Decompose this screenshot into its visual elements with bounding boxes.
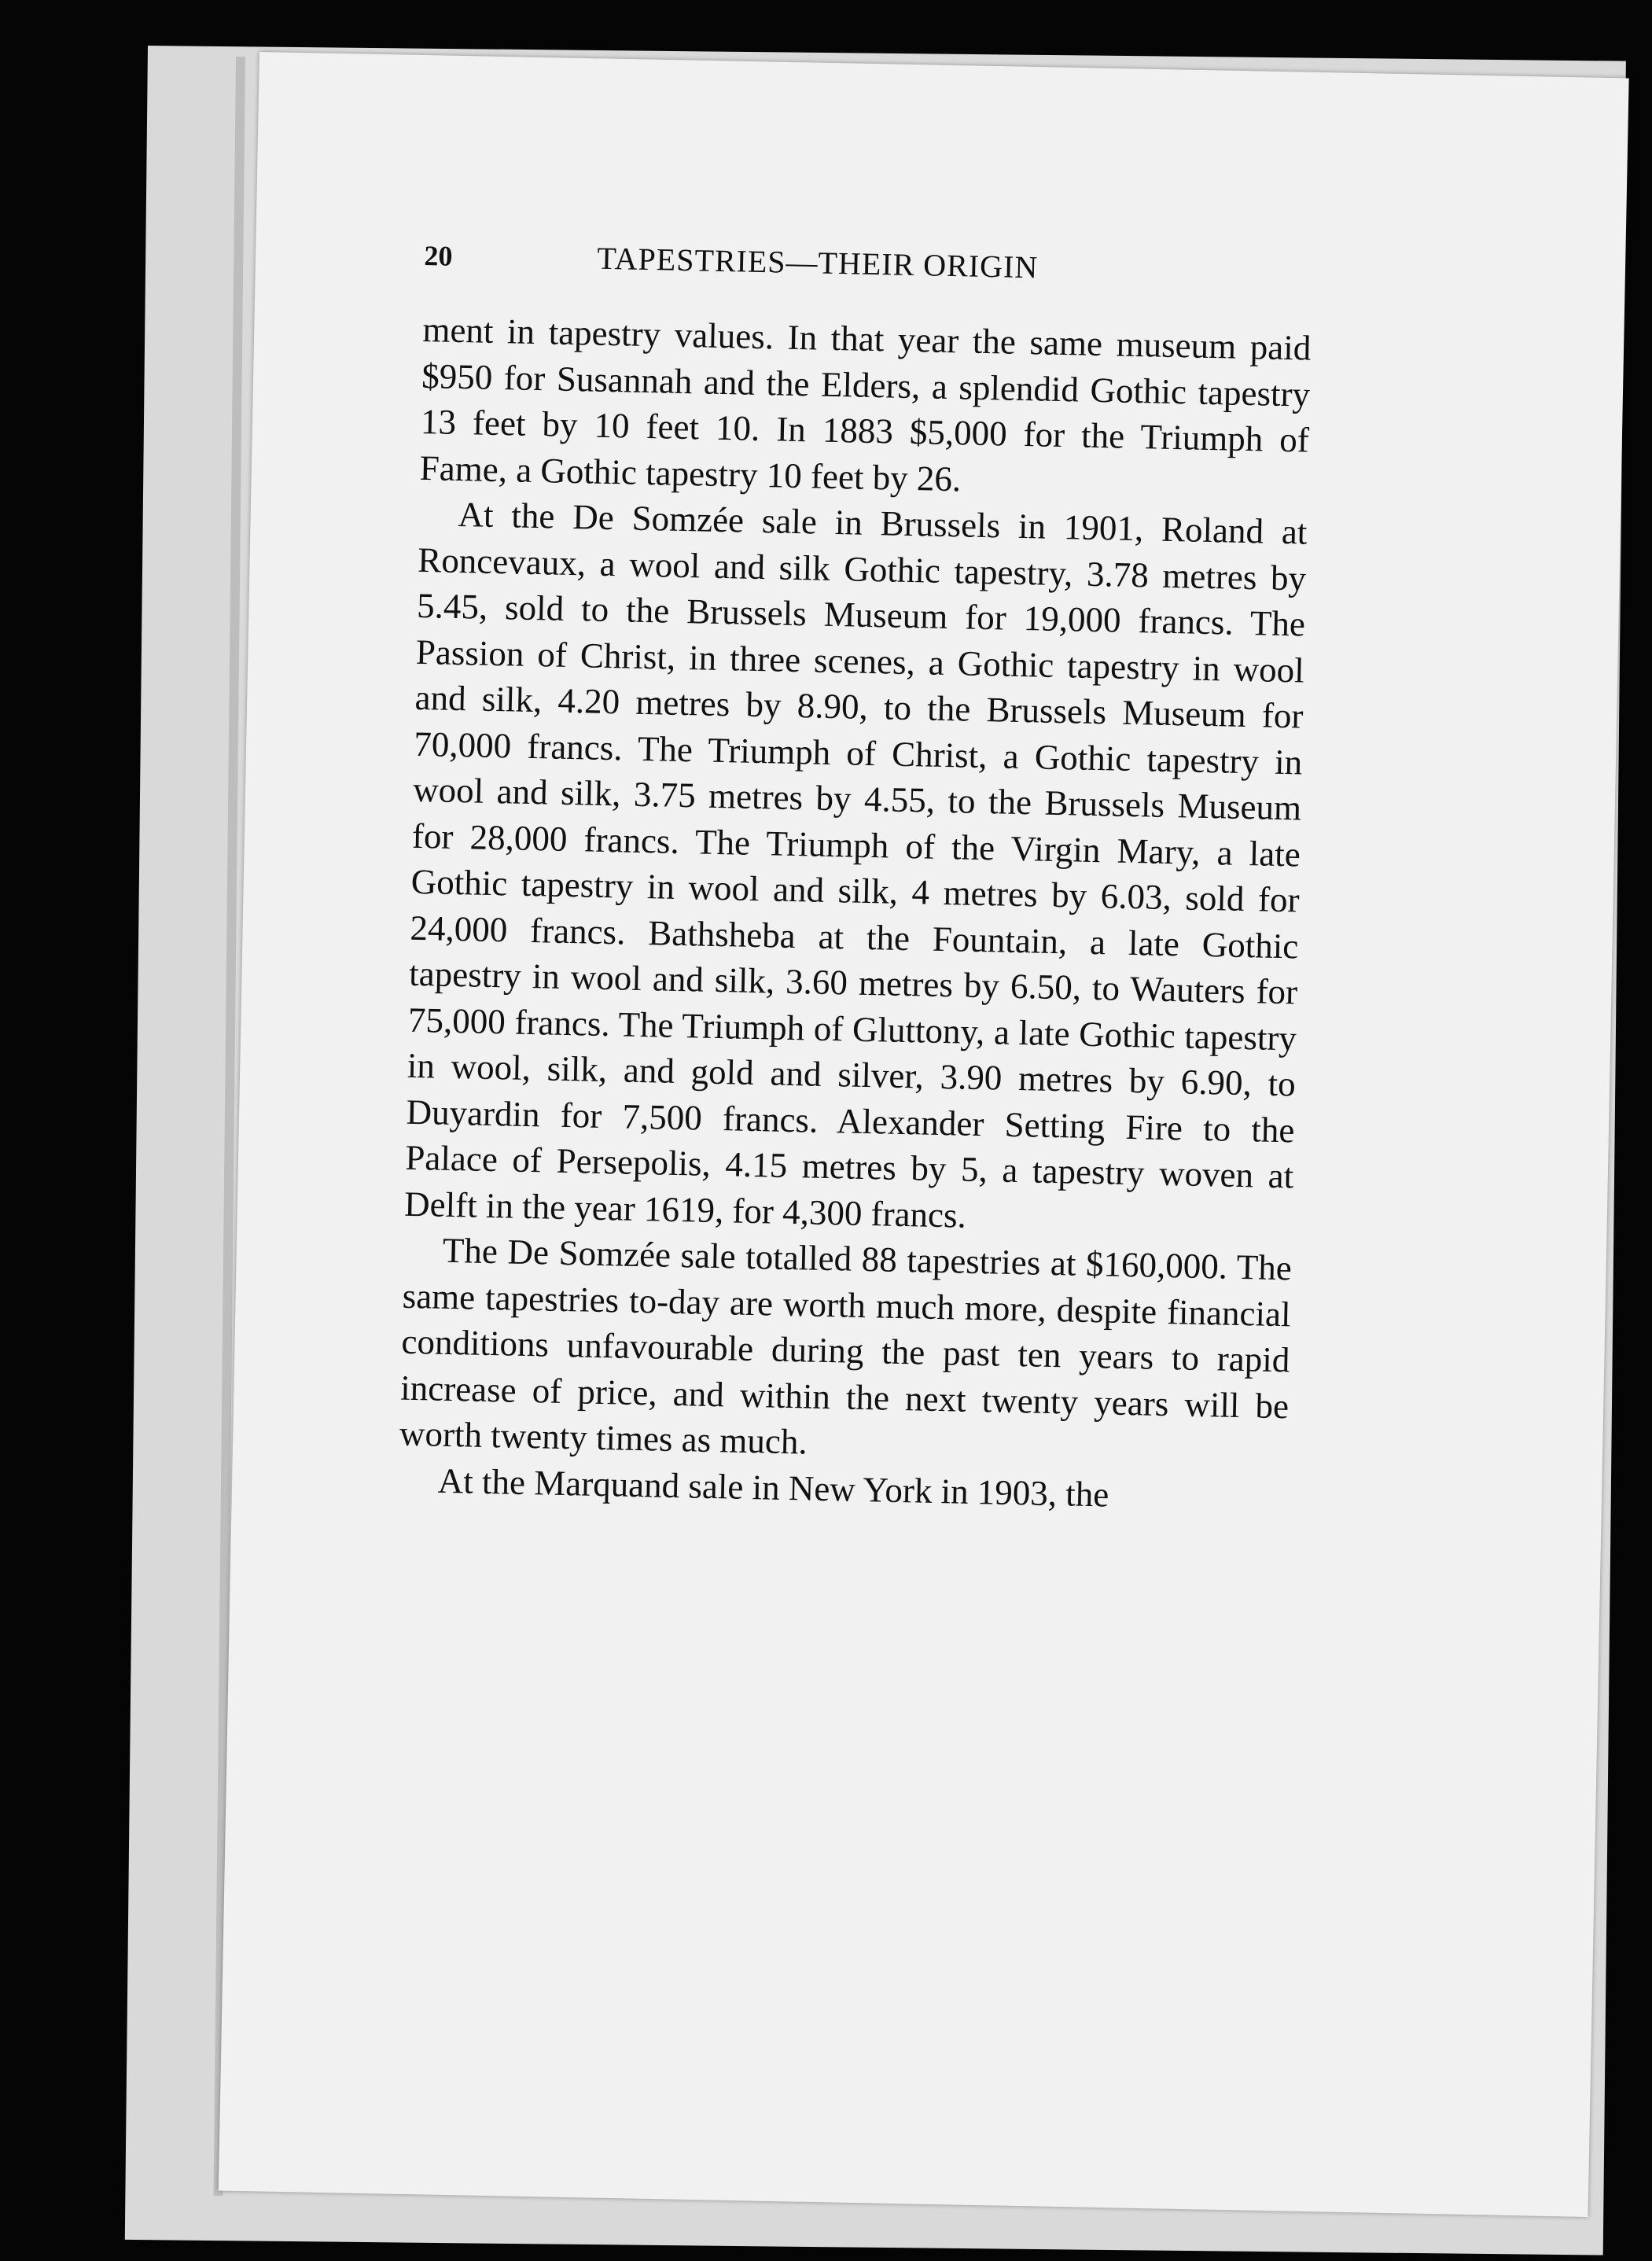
page-number: 20 [424, 239, 453, 272]
paragraph-marquand-sale: At the Marquand sale in New York in 1903, the [437, 1460, 1109, 1515]
paragraph-de-somzee-sale: At the De Somzée sale in Brussels in 1901, Roland at Roncevaux, a wool and silk Gothic tapestry, 3.78 metres by 5.45, sold to the Brussels Museum for 19,000 francs. The Passion of Christ, in three scenes, a Gothic tapestry in wool and silk, 4.20 metres by 8.90, to the Brussels Museum for 70,000 francs. The Triumph of Christ, a Gothic tapestry in wool and silk, 3.75 metres by 4.55, to the Brussels Museum for 28,000 francs. The Triumph of the Virgin Mary, a late Gothic tapestry in wool and silk, 4 metres by 6.03, sold for 24,000 francs. Bathsheba at the Fountain, a late Gothic tapestry in wool and silk, 3.60 metres by 6.50, to Wauters for 75,000 francs. The Triumph of Gluttony, a late Gothic tapestry in wool, silk, and gold and silver, 3.90 metres by 6.90, to Duyardin for 7,500 francs. Alexander Setting Fire to the Palace of Persepolis, 4.15 metres by 5, a tapestry woven at Delft in the year 1619, for 4,300 francs. [403, 494, 1308, 1235]
page-text-block [398, 236, 1312, 1521]
paragraph-sale-total: The De Somzée sale totalled 88 tapestries at $160,000. The same tapestries to-day are worth much more, despite financial conditions unfavourable during the past ten years to rapid increase of price, and within the next twenty years will be worth twenty times as much. [399, 1230, 1293, 1462]
body-text [398, 307, 1312, 1521]
running-title: TAPESTRIES—THEIR ORIGIN [596, 240, 1039, 285]
paragraph-continued: ment in tapestry values. In that year the same museum paid $950 for Susannah and the Elders, a splendid Gothic tapestry 13 feet by 10 feet 10. In 1883 $5,000 for the Triumph of Fame, a Gothic tapestry 10 feet by 26. [419, 309, 1312, 499]
